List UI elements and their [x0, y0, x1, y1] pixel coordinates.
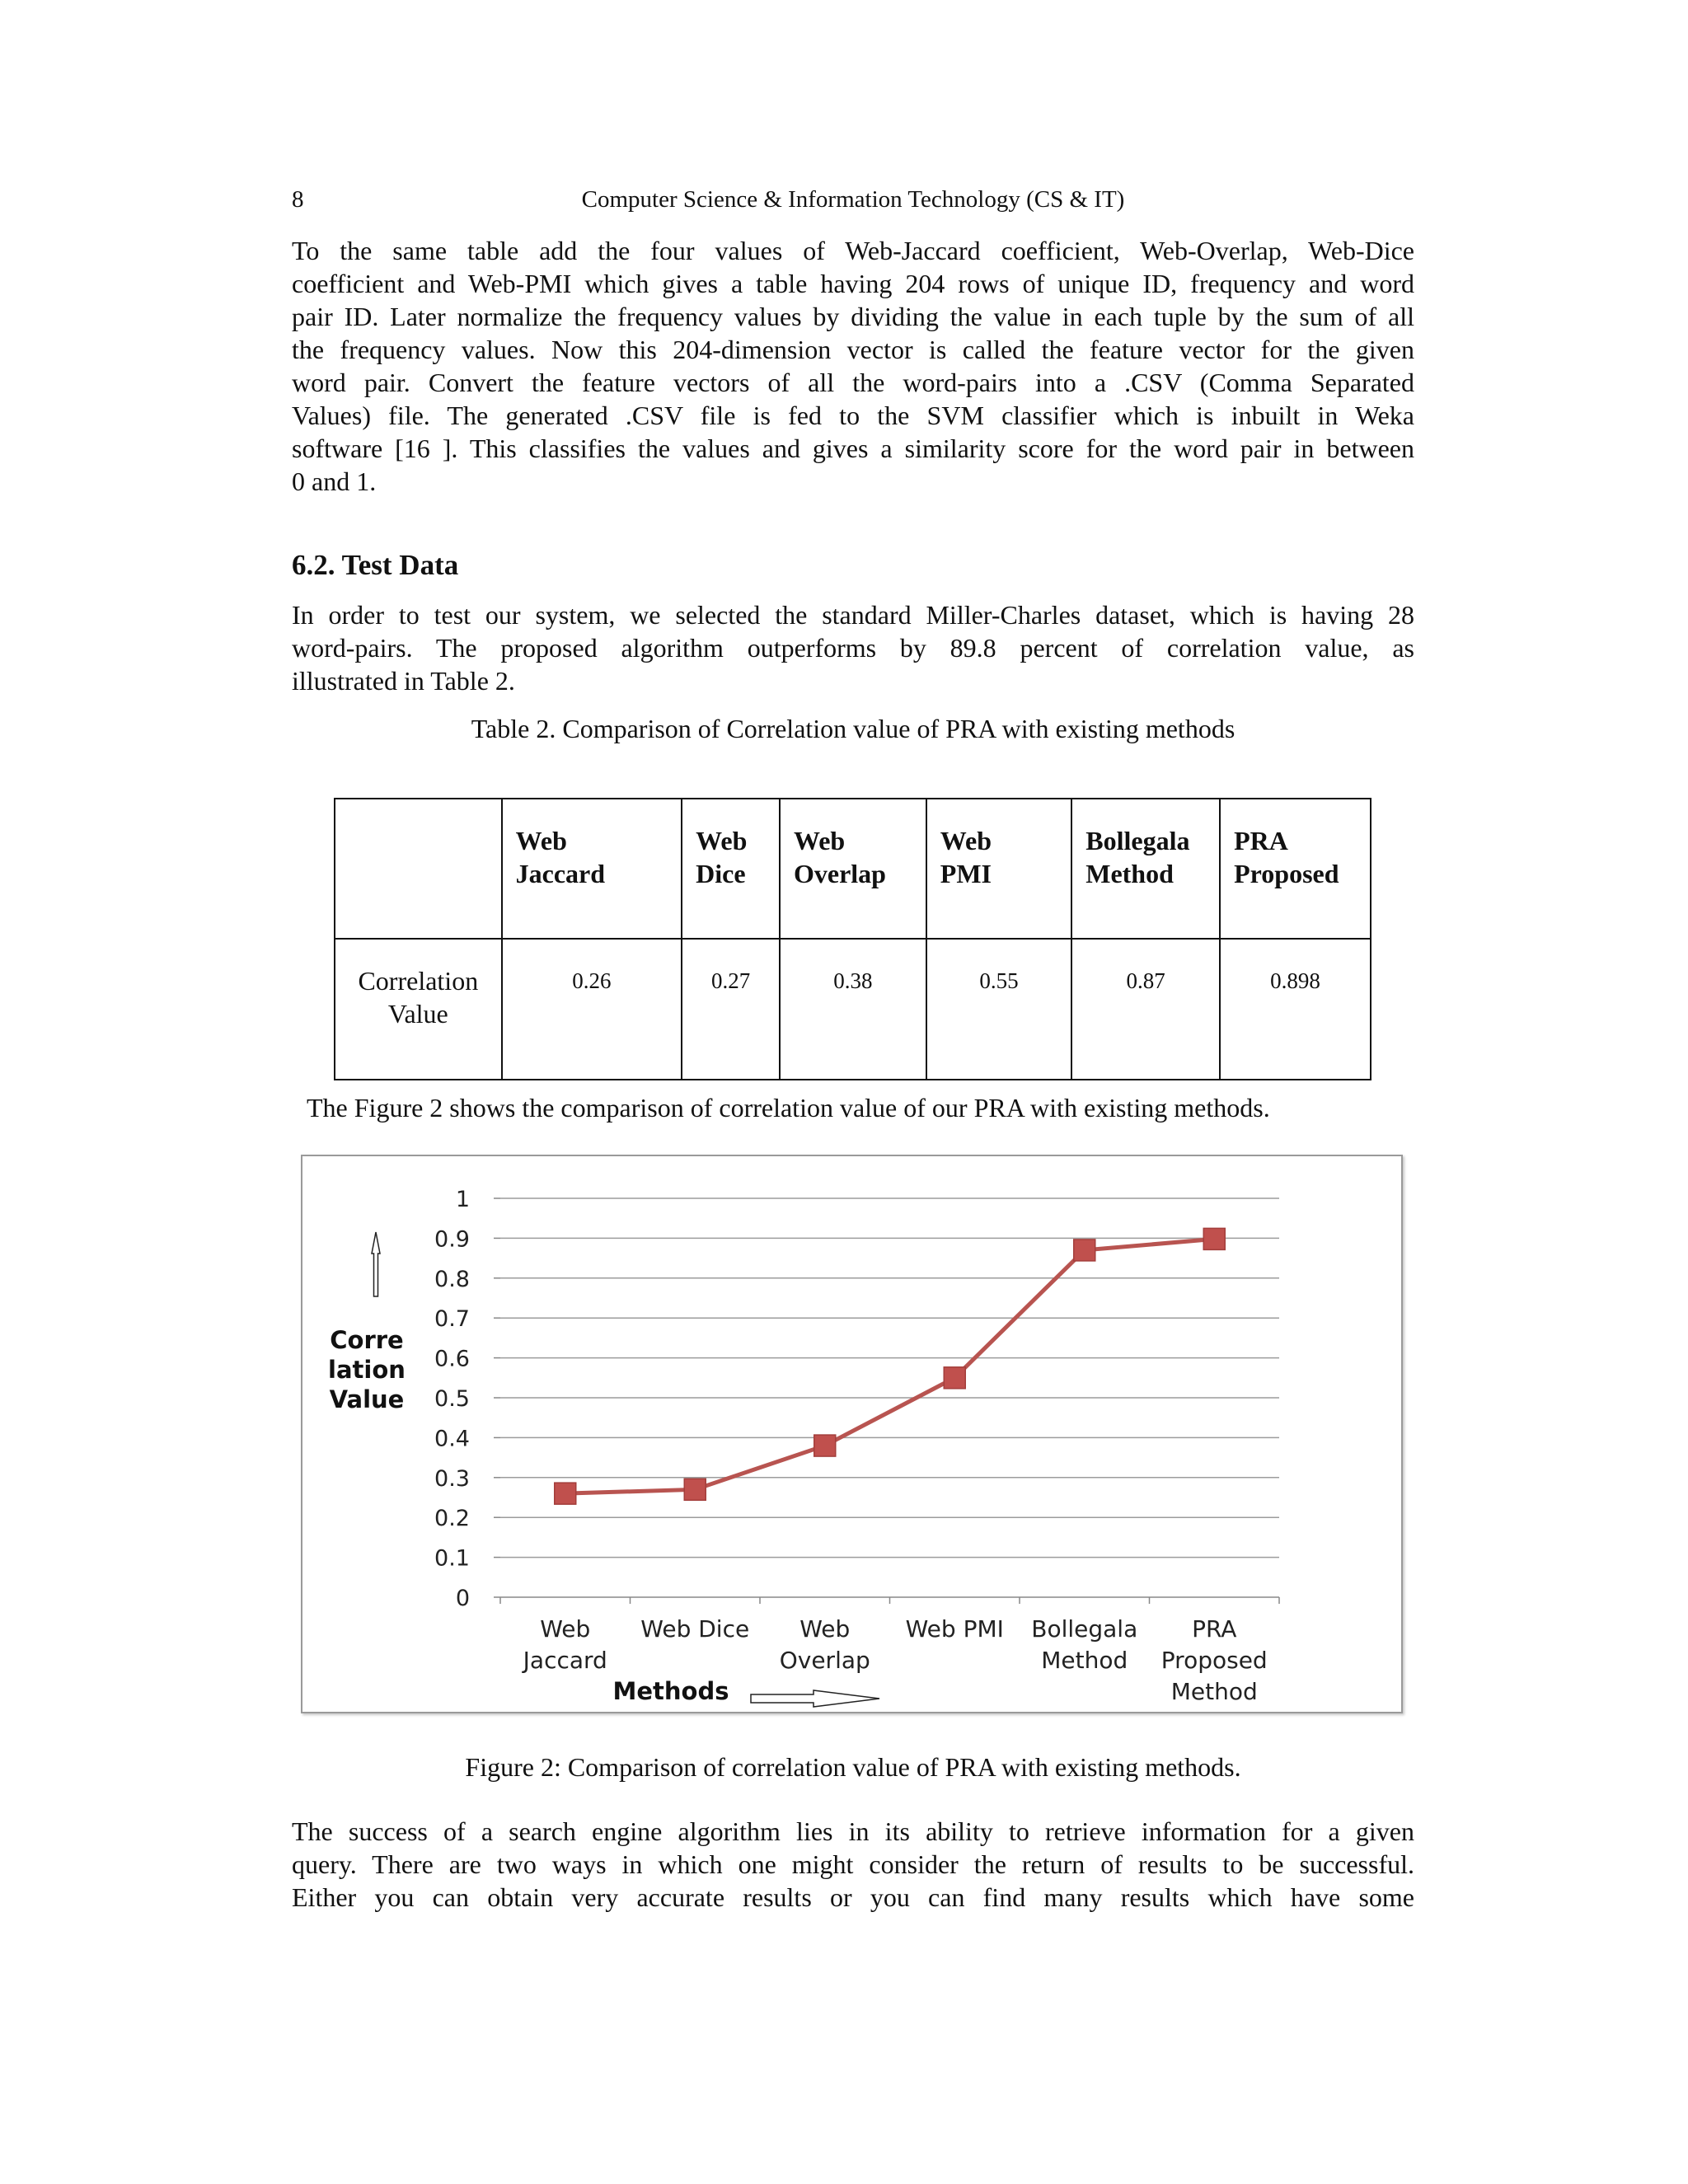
table-corner-cell — [335, 799, 502, 939]
table-header-cell: Web Jaccard — [502, 799, 682, 939]
text-line: Either you can obtain very accurate results or you can find many results which have some — [292, 1882, 1414, 1912]
running-header: Computer Science & Information Technology (CS & IT) — [581, 186, 1125, 213]
x-tick-label: Web Jaccard — [523, 1615, 607, 1674]
x-axis-label: Methods — [612, 1677, 729, 1705]
right-arrow-icon — [751, 1690, 879, 1707]
table-cell: 0.26 — [502, 939, 682, 1080]
text-line: illustrated in Table 2. — [292, 666, 515, 696]
figure-caption: Figure 2: Comparison of correlation value of PRA with existing methods. — [465, 1752, 1241, 1782]
figure-intro: The Figure 2 shows the comparison of correlation value of our PRA with existing methods. — [307, 1093, 1270, 1122]
x-tick-label: Web Dice — [640, 1615, 750, 1643]
x-tick-label: Bollegala Method — [1031, 1615, 1138, 1674]
text-line: In order to test our system, we selected the standard Miller-Charles dataset, which is having 28 — [292, 600, 1414, 630]
data-point-marker — [684, 1479, 706, 1500]
y-tick-label: 0.5 — [434, 1386, 470, 1412]
y-tick-label: 0.9 — [434, 1226, 470, 1253]
comparison-table — [334, 798, 1372, 1080]
table-header-cell: Web PMI — [926, 799, 1071, 939]
paragraph-2 — [292, 598, 1414, 697]
table-cell: 0.87 — [1071, 939, 1220, 1080]
text-line: To the same table add the four values of Web-Jaccard coefficient, Web-Overlap, Web-Dice — [292, 236, 1414, 265]
y-tick-label: 0.4 — [434, 1426, 470, 1452]
y-tick-label: 0 — [455, 1586, 470, 1611]
data-point-marker — [814, 1435, 836, 1456]
table-cell: 0.27 — [682, 939, 780, 1080]
y-tick-label: 1 — [455, 1187, 470, 1212]
text-line: word-pairs. The proposed algorithm outperforms by 89.8 percent of correlation value, as — [292, 633, 1414, 663]
text-line: the frequency values. Now this 204-dimension vector is called the feature vector for the given — [292, 335, 1414, 364]
table-cell: 0.55 — [926, 939, 1071, 1080]
table-cell: 0.898 — [1220, 939, 1371, 1080]
text-line: software [16 ]. This classifies the values and gives a similarity score for the word pair in between — [292, 434, 1414, 463]
page-number: 8 — [292, 186, 304, 213]
data-point-marker — [1074, 1240, 1095, 1261]
y-tick-label: 0.3 — [434, 1465, 470, 1492]
line-chart — [302, 1156, 1401, 1712]
text-line: Values) file. The generated .CSV file is fed to the SVM classifier which is inbuilt in Weka — [292, 401, 1414, 430]
data-point-marker — [555, 1483, 576, 1504]
table-header-row — [335, 799, 1371, 939]
x-tick-label: PRA Proposed Method — [1160, 1615, 1268, 1705]
data-point-marker — [1203, 1228, 1225, 1249]
table-header-cell: Bollegala Method — [1071, 799, 1220, 939]
table-header-cell: Web Overlap — [780, 799, 926, 939]
text-line: query. There are two ways in which one might consider the return of results to be successful. — [292, 1849, 1414, 1879]
text-line: pair ID. Later normalize the frequency values by dividing the value in each tuple by the sum of all — [292, 302, 1414, 331]
y-tick-label: 0.2 — [434, 1506, 470, 1532]
text-line: The success of a search engine algorithm lies in its ability to retrieve information for a given — [292, 1816, 1414, 1846]
y-tick-label: 0.6 — [434, 1346, 470, 1372]
y-tick-label: 0.7 — [434, 1306, 470, 1333]
table-header-cell: PRA Proposed — [1220, 799, 1371, 939]
table-cell: 0.38 — [780, 939, 926, 1080]
table-row-label: Correlation Value — [335, 939, 502, 1080]
series-line — [565, 1239, 1215, 1493]
chart-frame — [301, 1155, 1403, 1713]
paragraph-1 — [292, 234, 1414, 498]
text-line: 0 and 1. — [292, 466, 377, 496]
data-point-marker — [944, 1367, 965, 1389]
table-row — [335, 939, 1371, 1080]
x-tick-label: Web Overlap — [779, 1615, 870, 1674]
up-arrow-icon — [372, 1232, 380, 1296]
y-tick-label: 0.8 — [434, 1266, 470, 1292]
x-tick-label: Web PMI — [905, 1615, 1004, 1643]
table-caption: Table 2. Comparison of Correlation value of PRA with existing methods — [471, 714, 1236, 743]
paragraph-3 — [292, 1815, 1414, 1914]
section-heading: 6.2. Test Data — [292, 549, 459, 581]
y-tick-label: 0.1 — [434, 1545, 470, 1572]
table-header-cell: Web Dice — [682, 799, 780, 939]
y-axis-label: Corre lation Value — [328, 1326, 406, 1413]
text-line: coefficient and Web-PMI which gives a table having 204 rows of unique ID, frequency and word — [292, 269, 1414, 298]
text-line: word pair. Convert the feature vectors of all the word-pairs into a .CSV (Comma Separated — [292, 368, 1414, 397]
